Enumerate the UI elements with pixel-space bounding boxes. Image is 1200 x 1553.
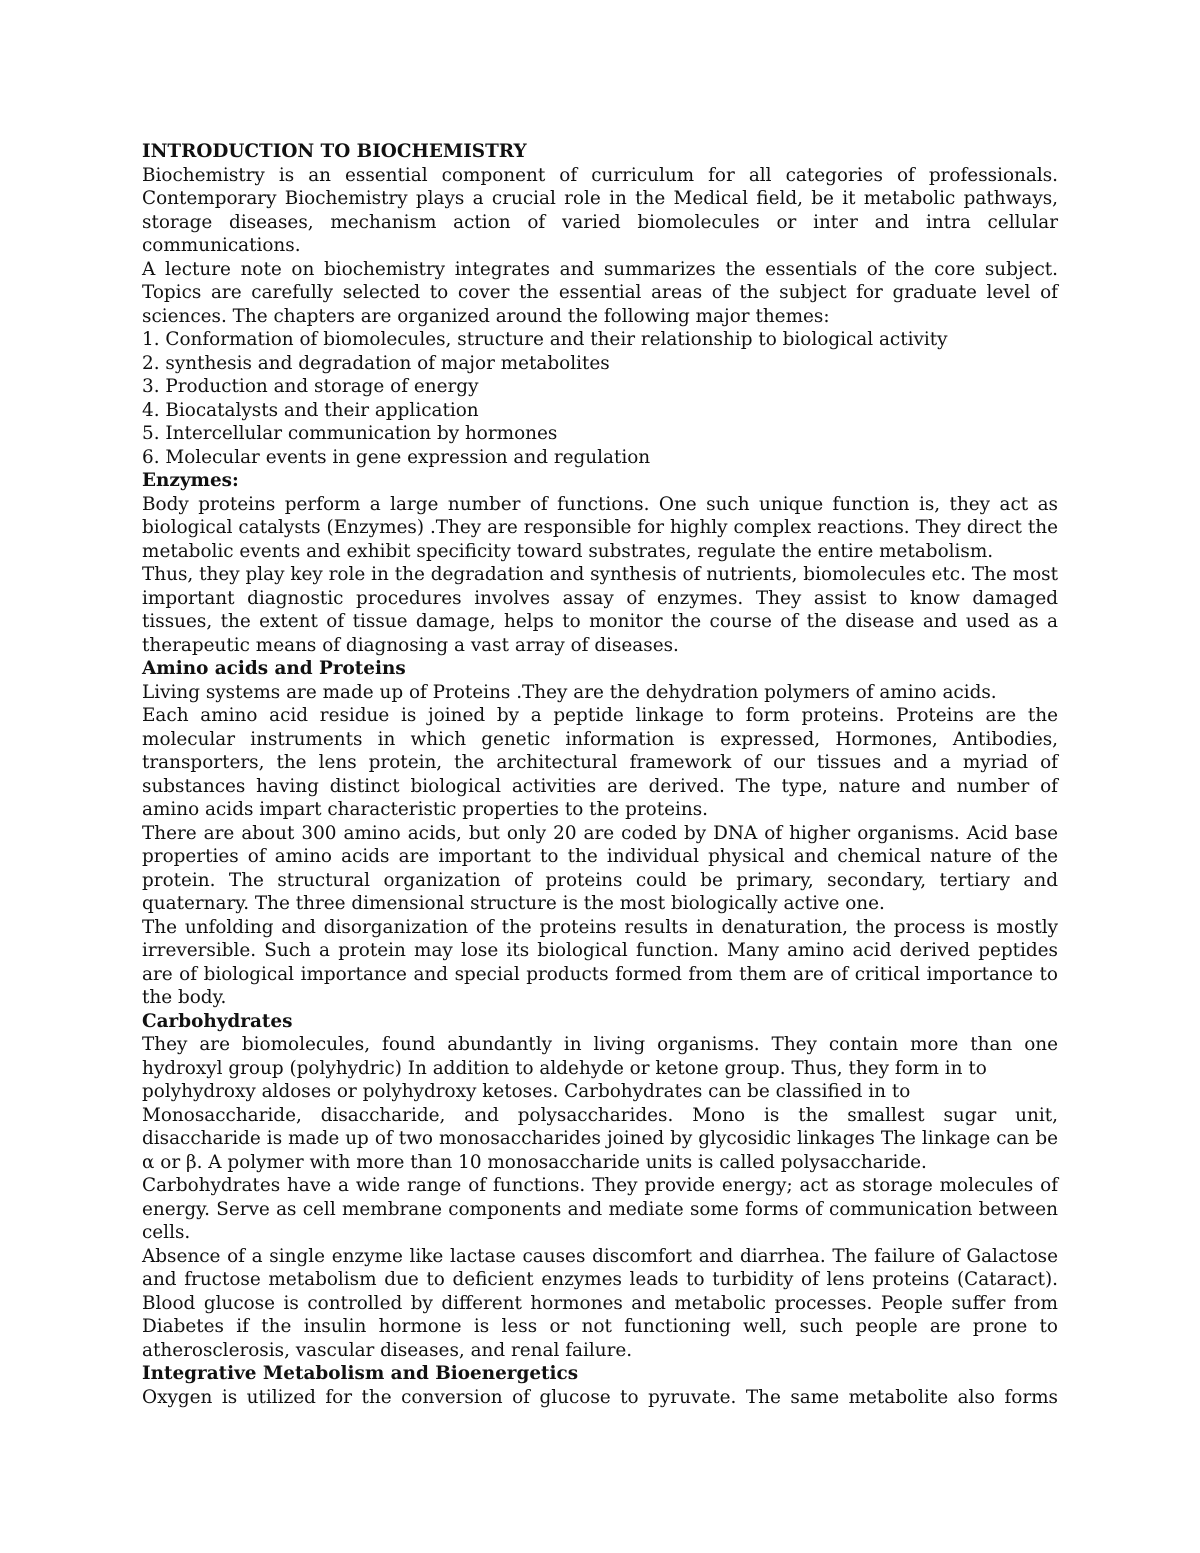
carbohydrates-line-2: hydroxyl group (polyhydric) In addition to aldehyde or ketone group. Thus, they form in to [142,1057,987,1079]
list-item: 5. Intercellular communication by hormones [142,423,558,444]
document-page [142,140,1058,1409]
metabolism-paragraph-1: Oxygen is utilized for the conversion of glucose to pyruvate. The same metabolite also forms [142,1386,1058,1408]
amino-acids-paragraph-2: Each amino acid residue is joined by a peptide linkage to form proteins. Proteins are the molecular instruments in which genetic information is expressed, Hormones, Antibodies, transporters, the lens protein, the architectural framework of our tissues and a myriad of substances having distinct biological activities are derived. The type, nature and number of amino acids impart characteristic properties to the proteins. [142,705,1058,820]
intro-paragraph-1: Biochemistry is an essential component of curriculum for all categories of professionals. Contemporary Biochemistry plays a crucial role in the Medical field, be it metabolic pathways, storage diseases, mechanism action of varied biomolecules or inter and intra cellular communications. [142,164,1058,256]
section-heading-enzymes: Enzymes: [142,470,239,491]
section-heading-carbohydrates: Carbohydrates [142,1010,293,1032]
carbohydrates-line-3: polyhydroxy aldoses or polyhydroxy ketoses. Carbohydrates can be classified in to [142,1081,911,1102]
themes-list [142,328,1058,469]
carbohydrates-paragraph-3: Carbohydrates have a wide range of functions. They provide energy; act as storage molecules of energy. Serve as cell membrane components and mediate some forms of communication between cells. [142,1175,1058,1243]
list-item: 4. Biocatalysts and their application [142,399,479,421]
amino-acids-paragraph-3: There are about 300 amino acids, but only 20 are coded by DNA of higher organisms. Acid base properties of amino acids are important to the individual physical and chemical nature of the protein. The structural organization of proteins could be primary, secondary, tertiary and quaternary. The three dimensional structure is the most biologically active one. [142,822,1058,914]
section-heading-metabolism: Integrative Metabolism and Bioenergetics [142,1363,579,1384]
carbohydrates-paragraph-4: Absence of a single enzyme like lactase causes discomfort and diarrhea. The failure of Galactose and fructose metabolism due to deficient enzymes leads to turbidity of lens proteins (Cataract). Blood glucose is controlled by different hormones and metabolic processes. People suffer from Diabetes if the insulin hormone is less or not functioning well, such people are prone to atherosclerosis, vascular diseases, and renal failure. [142,1245,1058,1361]
enzymes-paragraph-2: Thus, they play key role in the degradation and synthesis of nutrients, biomolecules etc. The most important diagnostic procedures involves assay of enzymes. They assist to know damaged tissues, the extent of tissue damage, helps to monitor the course of the disease and used as a therapeutic means of diagnosing a vast array of diseases. [142,564,1058,656]
list-item: 2. synthesis and degradation of major metabolites [142,352,610,374]
document-title: INTRODUCTION TO BIOCHEMISTRY [142,141,527,162]
section-heading-amino-acids: Amino acids and Proteins [142,658,406,679]
carbohydrates-line-1: They are biomolecules, found abundantly in living organisms. They contain more than one [142,1034,1058,1055]
enzymes-paragraph-1: Body proteins perform a large number of functions. One such unique function is, they act as biological catalysts (Enzymes) .They are responsible for highly complex reactions. They direct the metabolic events and exhibit specificity toward substrates, regulate the entire metabolism. [142,493,1058,562]
carbohydrates-paragraph-2: Monosaccharide, disaccharide, and polysaccharides. Mono is the smallest sugar unit, disaccharide is made up of two monosaccharides joined by glycosidic linkages The linkage can be α or β. A polymer with more than 10 monosaccharide units is called polysaccharide. [142,1104,1058,1173]
amino-acids-paragraph-1: Living systems are made up of Proteins .They are the dehydration polymers of amino acids. [142,681,997,703]
intro-paragraph-2: A lecture note on biochemistry integrates and summarizes the essentials of the core subject. Topics are carefully selected to cover the essential areas of the subject for graduate level of sciences. The chapters are organized around the following major themes: [142,258,1058,327]
amino-acids-paragraph-4: The unfolding and disorganization of the proteins results in denaturation, the process is mostly irreversible. Such a protein may lose its biological function. Many amino acid derived peptides are of biological importance and special products formed from them are of critical importance to the body. [142,916,1058,1008]
list-item: 3. Production and storage of energy [142,376,479,397]
list-item: 6. Molecular events in gene expression and regulation [142,446,651,468]
list-item: 1. Conformation of biomolecules, structure and their relationship to biological activity [142,329,948,350]
